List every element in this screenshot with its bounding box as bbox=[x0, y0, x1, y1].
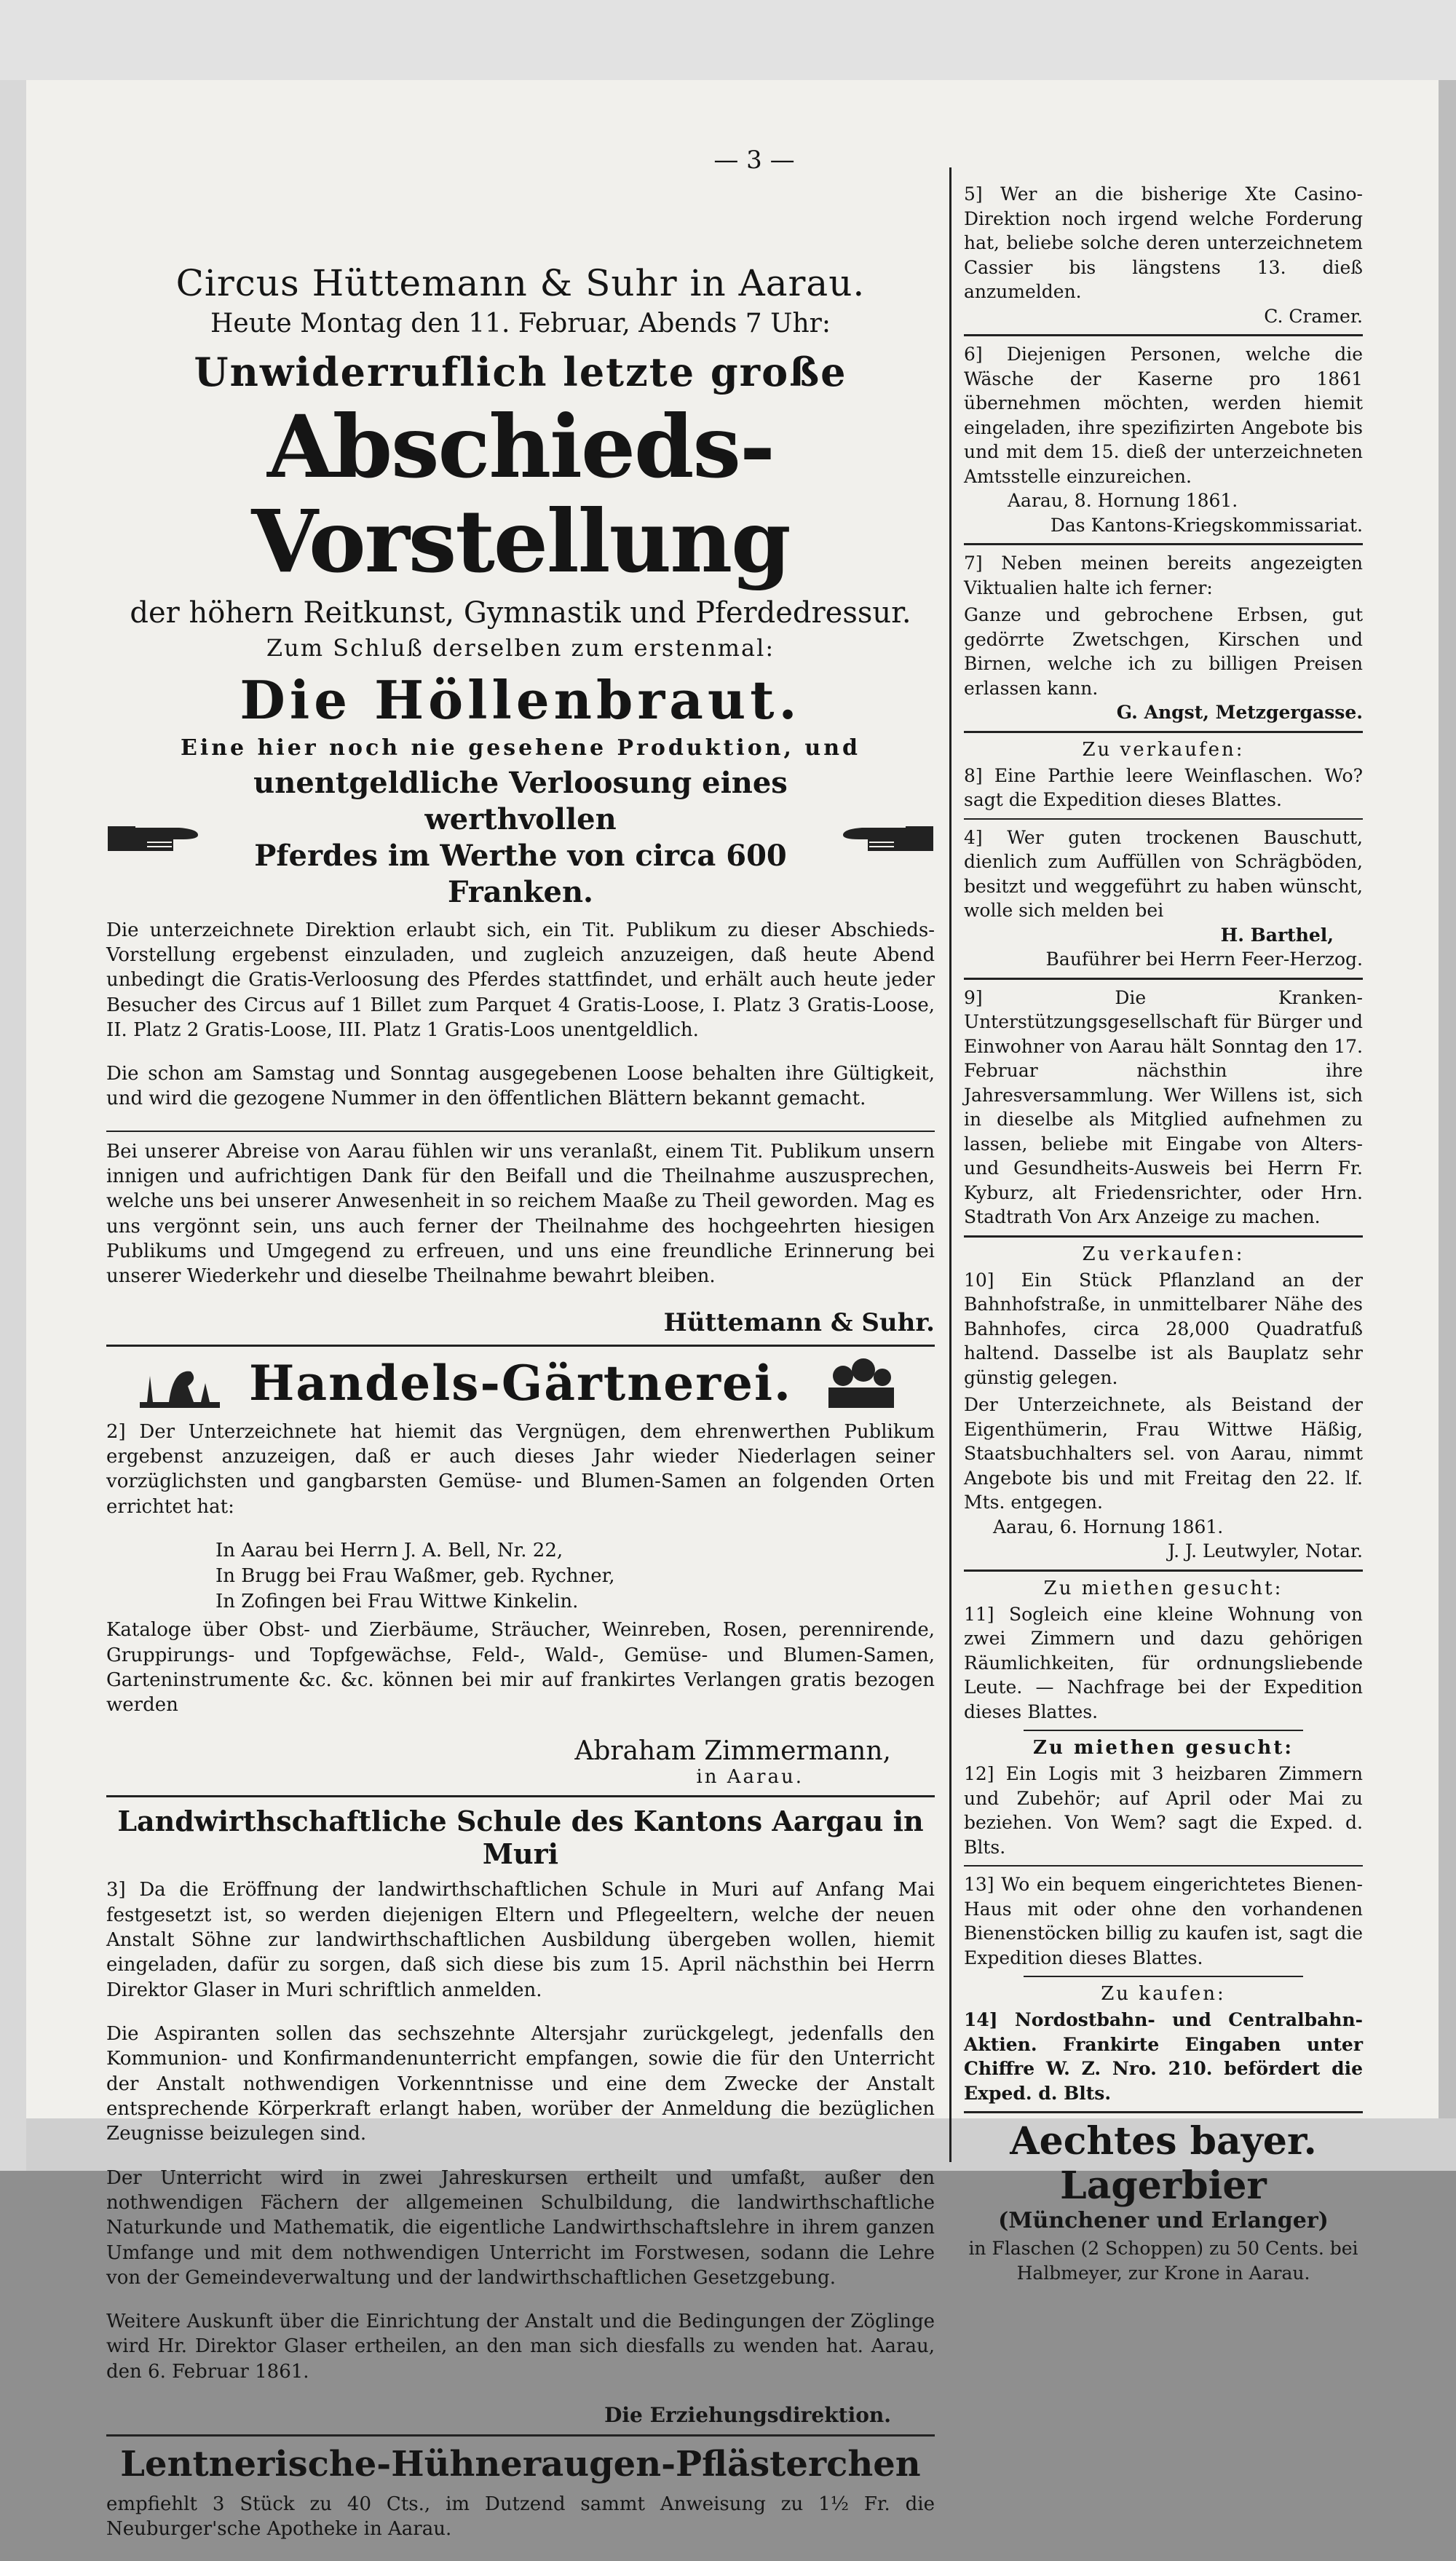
schule-paragraph-3: Der Unterricht wird in zwei Jahreskursen ertheilt und umfaßt, außer den nothwendigen Fächern der allgemeinen Schulbildung, die landwirthschaftliche Naturkunde und Mathematik, die eigentliche Landwirthschaftslehre in ihrem ganzen Umfange und mit dem nothwendigen Unterricht im Forstwesen, sodann die Lehre von der Gemeindeverwaltung und der landwirthschaftlichen Gesetzgebung. bbox=[106, 2166, 935, 2289]
divider bbox=[964, 731, 1363, 733]
gaertnerei-location: in Aarau. bbox=[696, 1766, 804, 1789]
ad-8-text: 8] Eine Parthie leere Weinflaschen. Wo? sagt die Expedition dieses Blattes. bbox=[964, 764, 1363, 810]
gaertnerei-paragraph-2: Kataloge über Obst- und Zierbäume, Sträucher, Weinreben, Rosen, perennirende, Gruppirungs- und Topfgewächse, Feld-, Wald-, Gemüse- und Blumen-Samen, Garteninstrumente &c. &c. können bei mir auf frankirtes Verlangen gratis bezogen werden bbox=[106, 1619, 935, 1717]
left-column bbox=[106, 182, 935, 2561]
gaertnerei-agent-list bbox=[106, 1538, 935, 1615]
ad-bauschutt bbox=[964, 826, 1363, 972]
section-heading-miethen: Zu miethen gesucht: bbox=[1043, 1577, 1283, 1599]
gaertnerei-signature: Abraham Zimmermann, bbox=[574, 1736, 891, 1767]
scan-border-left bbox=[0, 80, 26, 2171]
divider bbox=[1024, 1976, 1303, 1977]
lagerbier-title: Aechtes bayer. Lagerbier bbox=[1010, 2119, 1317, 2208]
ad-10-date: Aarau, 6. Hornung 1861. bbox=[993, 1516, 1224, 1537]
gaertnerei-header bbox=[106, 1354, 935, 1412]
ad-11-text: 11] Sogleich eine kleine Wohnung von zwei Zimmern und dazu gehörigen Räumlichkeiten, für ordnungsliebende Leute. — Nachfrage bei der Expedition dieses Blattes. bbox=[964, 1603, 1363, 1722]
schule-paragraph-1: 3] Da die Eröffnung der landwirthschaftlichen Schule in Muri auf Anfang Mai festgesetzt ist, so werden diejenigen Eltern und Pflegeeltern, welche der neuen Anstalt Söhne zur landwirthschaftlichen Ausbildung übergeben wollen, hiemit eingeladen, dafür zu sorgen, daß sich diese bis zum 15. April nächsthin bei Herrn Direktor Glaser in Muri schriftlich anmelden. bbox=[106, 1879, 935, 2001]
circus-date: Heute Montag den 11. Februar, Abends 7 Uhr: bbox=[210, 309, 831, 339]
verlosung-line-1: unentgeldliche Verloosung eines werthvollen bbox=[253, 765, 788, 836]
ad-10-text: 10] Ein Stück Pflanzland an der Bahnhofstraße, in unmittelbarer Nähe des Bahnhofes, circa 28,000 Quadratfuß haltend. Dasselbe ist als Bauplatz sehr günstig gelegen. bbox=[964, 1269, 1363, 1388]
ad-6-date: Aarau, 8. Hornung 1861. bbox=[1008, 490, 1238, 511]
agent-brugg: In Brugg bei Frau Waßmer, geb. Rychner, bbox=[215, 1565, 615, 1587]
circus-paragraph-1: Die unterzeichnete Direktion erlaubt sich, ein Tit. Publikum zu dieser Abschieds-Vorstellung ergebenst einzuladen, und zugleich anzuzeigen, daß heute Abend unbedingt die Gratis-Verloosung des Pferdes stattfindet, und erhält auch heute jeder Besucher des Circus auf 1 Billet zum Parquet 4 Gratis-Loose, I. Platz 3 Gratis-Loose, II. Platz 2 Gratis-Loose, III. Platz 1 Gratis-Loos unentgeldlich. bbox=[106, 919, 935, 1041]
circus-ad bbox=[106, 262, 935, 1337]
gaertnerei-ad bbox=[106, 1354, 935, 1789]
ad-viktualien bbox=[964, 551, 1363, 725]
schule-signature: Die Erziehungsdirektion. bbox=[604, 2403, 891, 2428]
verlosung-line-2: Pferdes im Werthe von circa 600 Franken. bbox=[254, 838, 787, 909]
ad-10-signature: J. J. Leutwyler, Notar. bbox=[1168, 1540, 1363, 1561]
right-column bbox=[964, 182, 1363, 2288]
ad-4-text: 4] Wer guten trockenen Bauschutt, dienlich zum Auffüllen von Schrägböden, besitzt und weggeführt zu haben wünscht, wolle sich melden bei bbox=[964, 826, 1363, 921]
agent-zofingen: In Zofingen bei Frau Wittwe Kinkelin. bbox=[215, 1591, 579, 1613]
schule-paragraph-4: Weitere Auskunft über die Einrichtung der Anstalt und die Bedingungen der Zöglinge wird Hr. Direktor Glaser ertheilen, an den man sich diesfalls zu wenden hat. Aarau, den 6. Februar 1861. bbox=[106, 2311, 935, 2383]
agent-aarau: In Aarau bei Herrn J. A. Bell, Nr. 22, bbox=[215, 1539, 563, 1561]
circus-subtitle: der höhern Reitkunst, Gymnastik und Pferdedressur. bbox=[130, 595, 911, 630]
gaertnerei-paragraph-1: 2] Der Unterzeichnete hat hiemit das Vergnügen, dem ehrenwerthen Publikum ergebenst anzuzeigen, daß er auch dieses Jahr wieder Niederlagen seiner vorzüglichsten und gangbarsten Gemüse- und Blumen-Samen an folgenden Orten errichtet hat: bbox=[106, 1420, 935, 1518]
schule-paragraph-2: Die Aspiranten sollen das sechszehnte Altersjahr zurückgelegt, jedenfalls den Kommunion- und Konfirmandenunterricht empfangen, sowie die für den Unterricht der Anstalt nothwendigen Vorkenntnisse und eine dem Zwecke der Anstalt entsprechende Körperkraft erlangt haben, worüber der Anmeldung die bezüglichen Zeugnisse beizulegen sind. bbox=[106, 2023, 935, 2145]
ad-pflanzland bbox=[964, 1268, 1363, 1564]
ad-5-text: 5] Wer an die bisherige Xte Casino-Direktion noch irgend welche Forderung hat, beliebe solche deren unterzeichnetem Cassier bis längstens 13. dieß anzumelden. bbox=[964, 183, 1363, 302]
divider bbox=[964, 1570, 1363, 1572]
ad-6-signature: Das Kantons-Kriegskommissariat. bbox=[1050, 514, 1363, 536]
ad-10-text-2: Der Unterzeichnete, als Beistand der Eigenthümerin, Frau Wittwe Häßig, Staatsbuchhalters sel. von Aarau, nimmt Angebote bis und mit Freitag den 22. lf. Mts. entgegen. bbox=[964, 1394, 1363, 1513]
ad-9-text: 9] Die Kranken-Unterstützungsgesellschaft für Bürger und Einwohner von Aarau hält Sonntag den 17. Februar nächsthin ihre Jahresversammlung. Wer Willens ist, sich in dieselbe als Mitglied aufnehmen zu lassen, beliebe mit Eingabe von Alters- und Gesundheits-Ausweis bei Herrn Fr. Kyburz, alt Friedensrichter, oder Hrn. Stadtrath Von Arx Anzeige zu machen. bbox=[964, 986, 1363, 1227]
divider bbox=[1024, 1730, 1303, 1731]
divider bbox=[964, 978, 1363, 980]
ad-6-text: 6] Diejenigen Personen, welche die Wäsche der Kaserne pro 1861 übernehmen möchten, werden hiemit eingeladen, ihre spezifizirten Angebote bis und mit dem 15. dieß der unterzeichneten Amtsstelle einzureichen. bbox=[964, 344, 1363, 487]
section-heading-verkaufen: Zu verkaufen: bbox=[1082, 738, 1245, 761]
divider bbox=[106, 1345, 935, 1347]
pointing-hand-left-icon bbox=[840, 816, 935, 860]
scan-border-right bbox=[1439, 80, 1456, 2118]
divider bbox=[964, 334, 1363, 336]
ad-5-signature: C. Cramer. bbox=[1264, 305, 1363, 327]
schule-ad bbox=[106, 1805, 935, 2427]
circus-title: Circus Hüttemann & Suhr in Aarau. bbox=[175, 262, 866, 304]
circus-paragraph-2: Die schon am Samstag und Sonntag ausgegebenen Loose behalten ihre Gültigkeit, und wird die gezogene Nummer in den öffentlichen Blättern bekannt gemacht. bbox=[106, 1063, 935, 1110]
divider bbox=[106, 2434, 935, 2437]
divider bbox=[964, 543, 1363, 545]
circus-subtitle-2: Zum Schluß derselben zum erstenmal: bbox=[266, 633, 775, 662]
scan-border-top bbox=[0, 0, 1456, 80]
circus-paragraph-3: Bei unserer Abreise von Aarau fühlen wir uns veranlaßt, einem Tit. Publikum unsern innigen und aufrichtigen Dank für den Beifall und die Theilnahme auszusprechen, welche uns bei unserer Anwesenheit in so reichem Maaße zu Theil geworden. Mag es uns vergönnt sein, uns auch ferner der Theilnahme des hochgeehrten hiesigen Publikums und Umgegend zu erfreuen, und uns eine freundliche Erinnerung bei unserer Wiederkehr und dieselbe Theilnahme bewahrt bleiben. bbox=[106, 1140, 935, 1288]
section-heading-miethen-2: Zu miethen gesucht: bbox=[1033, 1737, 1294, 1759]
ad-4-signature: H. Barthel, bbox=[1220, 924, 1334, 946]
lagerbier-ad bbox=[964, 2119, 1363, 2285]
page-number: — 3 — bbox=[713, 146, 795, 175]
column-divider bbox=[949, 167, 951, 2162]
pflaster-title: Lentnerische-Hühneraugen-Pflästerchen bbox=[120, 2444, 921, 2485]
section-heading-kaufen: Zu kaufen: bbox=[1101, 1983, 1226, 2005]
ad-casino bbox=[964, 182, 1363, 328]
verlosung-row bbox=[106, 765, 935, 911]
circus-hoellenbraut: Die Höllenbraut. bbox=[240, 668, 802, 731]
gaertnerei-title: Handels-Gärtnerei. bbox=[248, 1354, 793, 1412]
newspaper-page bbox=[26, 80, 1439, 2541]
ad-14-text: 14] Nordostbahn- und Centralbahn-Aktien. Frankirte Eingaben unter Chiffre W. Z. Nro. 210. befördert die Exped. d. Blts. bbox=[964, 2009, 1363, 2104]
divider bbox=[964, 1865, 1363, 1867]
pflaster-text: empfiehlt 3 Stück zu 40 Cts., im Dutzend sammt Anweisung zu 1½ Fr. die Neuburger'sche Apotheke in Aarau. bbox=[106, 2493, 935, 2541]
ad-13-text: 13] Wo ein bequem eingerichtetes Bienen-Haus mit oder ohne den vorhandenen Bienenstöcken billig zu kaufen ist, sagt die Expedition dieses Blattes. bbox=[964, 1874, 1363, 1968]
divider bbox=[106, 1131, 935, 1132]
divider bbox=[964, 1235, 1363, 1238]
schule-title: Landwirthschaftliche Schule des Kantons Aargau in Muri bbox=[117, 1805, 924, 1871]
ad-7-signature: G. Angst, Metzgergasse. bbox=[1116, 702, 1363, 723]
divider bbox=[106, 1795, 935, 1797]
circus-production-line: Eine hier noch nie gesehene Produktion, und bbox=[180, 735, 861, 761]
circus-headline-2: Abschieds-Vorstellung bbox=[251, 396, 790, 592]
divider bbox=[964, 818, 1363, 820]
ad-7-text: 7] Neben meinen bereits angezeigten Viktualien halte ich ferner: bbox=[964, 553, 1363, 598]
lagerbier-subtitle: (Münchener und Erlanger) bbox=[998, 2208, 1329, 2233]
section-heading-verkaufen-2: Zu verkaufen: bbox=[1082, 1243, 1245, 1265]
pflaster-ad bbox=[106, 2444, 935, 2542]
lagerbier-text: in Flaschen (2 Schoppen) zu 50 Cents. bei Halbmeyer, zur Krone in Aarau. bbox=[968, 2238, 1358, 2284]
ad-7-list: Ganze und gebrochene Erbsen, gut gedörrte Zwetschgen, Kirschen und Birnen, welche ich zu billigen Preisen erlassen kann. bbox=[964, 604, 1363, 699]
circus-headline-1: Unwiderruflich letzte große bbox=[194, 349, 847, 395]
gardener-icon bbox=[140, 1354, 220, 1412]
circus-signature: Hüttemann & Suhr. bbox=[663, 1307, 935, 1337]
verlosung-text bbox=[201, 765, 840, 911]
divider bbox=[964, 2111, 1363, 2113]
ad-12-text: 12] Ein Logis mit 3 heizbaren Zimmern und Zubehör; auf April oder Mai zu beziehen. Von Wem? sagt die Exped. d. Blts. bbox=[964, 1763, 1363, 1858]
ad-4-signature-2: Bauführer bei Herrn Feer-Herzog. bbox=[1045, 949, 1363, 970]
pointing-hand-right-icon bbox=[106, 816, 201, 860]
flower-basket-icon bbox=[821, 1354, 901, 1412]
ad-waesche bbox=[964, 342, 1363, 537]
